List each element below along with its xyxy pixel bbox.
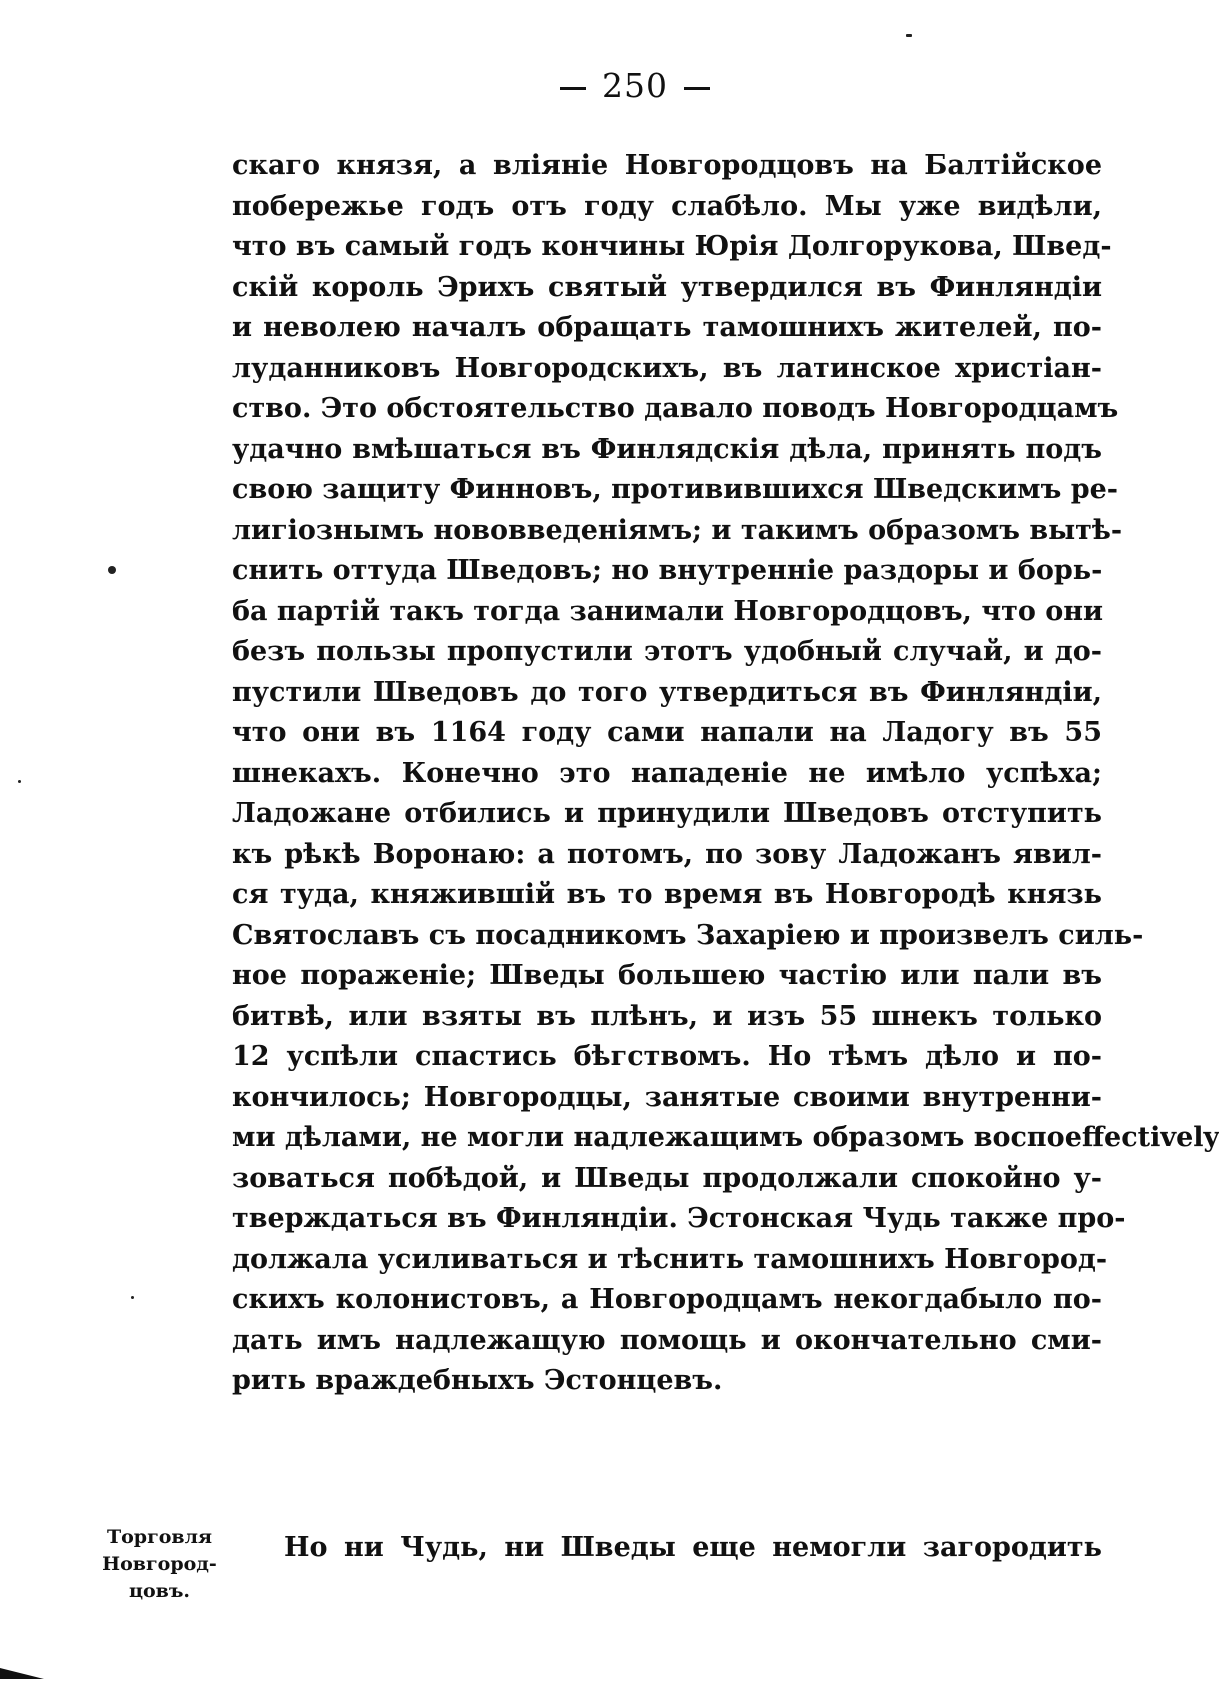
text-line: и неволею началъ обращать тамошнихъ жителей, по-	[232, 312, 1102, 343]
text-line: луданниковъ Новгородскихъ, въ латинское христіан-	[232, 352, 1102, 384]
page-number-dash-right	[684, 87, 710, 90]
text-line: снить оттуда Шведовъ; но внутренніе раздоры и борь-	[232, 555, 1103, 586]
text-line: шнекахъ. Конечно это нападеніе не имѣло успѣха;	[232, 757, 1102, 789]
text-line: Ладожане отбились и принудили Шведовъ отступить	[232, 798, 1102, 829]
text-line: что они въ 1164 году сами напали на Ладогу въ 55	[232, 717, 1102, 748]
text-line: дать имъ надлежащую помощь и окончательно сми-	[232, 1324, 1102, 1356]
page-number-dash-left	[560, 87, 586, 90]
margin-note-line: Торговля	[106, 1526, 213, 1548]
text-line: ба партій такъ тогда занимали Новгородцовъ, что они	[232, 595, 1104, 627]
text-line: зоваться побѣдой, и Шведы продолжали спокойно у-	[232, 1162, 1102, 1194]
text-line: удачно вмѣшаться въ Финлядскія дѣла, принять подъ	[232, 433, 1102, 465]
text-line: что въ самый годъ кончины Юрія Долгорукова, Швед-	[232, 231, 1112, 262]
print-speck	[131, 1296, 134, 1299]
page-number	[0, 66, 1140, 106]
text-line: лигіознымъ нововведеніямъ; и такимъ образомъ вытѣ-	[232, 514, 1123, 546]
text-line: безъ пользы пропустили этотъ удобный случай, и до-	[232, 636, 1102, 667]
text-line: ся туда, княжившій въ то время въ Новгородѣ князь	[232, 879, 1102, 910]
text-line: побережье годъ отъ году слабѣло. Мы уже видѣли,	[232, 190, 1102, 222]
text-line: скихъ колонистовъ, а Новгородцамъ некогдабыло по-	[232, 1284, 1102, 1315]
text-line: Но ни Чудь, ни Шведы еще немогли загородить	[284, 1532, 1102, 1563]
margin-note-line: Новгород-	[102, 1553, 217, 1575]
text-line: ное пораженіе; Шведы большею частію или пали въ	[232, 960, 1102, 991]
print-speck	[906, 34, 912, 37]
text-line: Святославъ съ посадникомъ Захаріею и произвелъ силь-	[232, 919, 1144, 951]
print-speck	[18, 780, 21, 783]
corner-mark	[0, 1668, 44, 1679]
paragraph-1	[232, 146, 1219, 1402]
print-speck	[108, 566, 116, 574]
text-line: рить враждебныхъ Эстонцевъ.	[232, 1365, 723, 1396]
page-number-value: 250	[602, 66, 668, 105]
text-line: скаго князя, а вліяніе Новгородцовъ на Балтійское	[232, 150, 1102, 181]
margin-note	[92, 1524, 227, 1605]
margin-note-line: цовъ.	[128, 1580, 191, 1602]
text-line: къ рѣкѣ Воронаю: а потомъ, по зову Ладожанъ явил-	[232, 838, 1102, 870]
text-line: ство. Это обстоятельство давало поводъ Новгородцамъ	[232, 393, 1119, 424]
text-line: пустили Шведовъ до того утвердиться въ Финляндіи,	[232, 676, 1102, 708]
text-line: должала усиливаться и тѣснить тамошнихъ Новгород-	[232, 1243, 1108, 1275]
text-line: 12 успѣли спастись бѣгствомъ. Но тѣмъ дѣло и по-	[232, 1041, 1102, 1072]
text-line: кончилось; Новгородцы, занятые своими внутренни-	[232, 1081, 1102, 1113]
text-line: тверждаться въ Финляндіи. Эстонская Чудь также про-	[232, 1203, 1126, 1234]
text-line: ми дѣлами, не могли надлежащимъ образомъ воспоeffectively	[232, 1122, 1219, 1153]
text-line: скій король Эрихъ святый утвердился въ Финляндіи	[232, 271, 1102, 303]
paragraph-2	[232, 1528, 1102, 1569]
text-line: свою защиту Финновъ, противившихся Шведскимъ ре-	[232, 474, 1118, 505]
text-line: битвѣ, или взяты въ плѣнъ, и изъ 55 шнекъ только	[232, 1000, 1102, 1032]
